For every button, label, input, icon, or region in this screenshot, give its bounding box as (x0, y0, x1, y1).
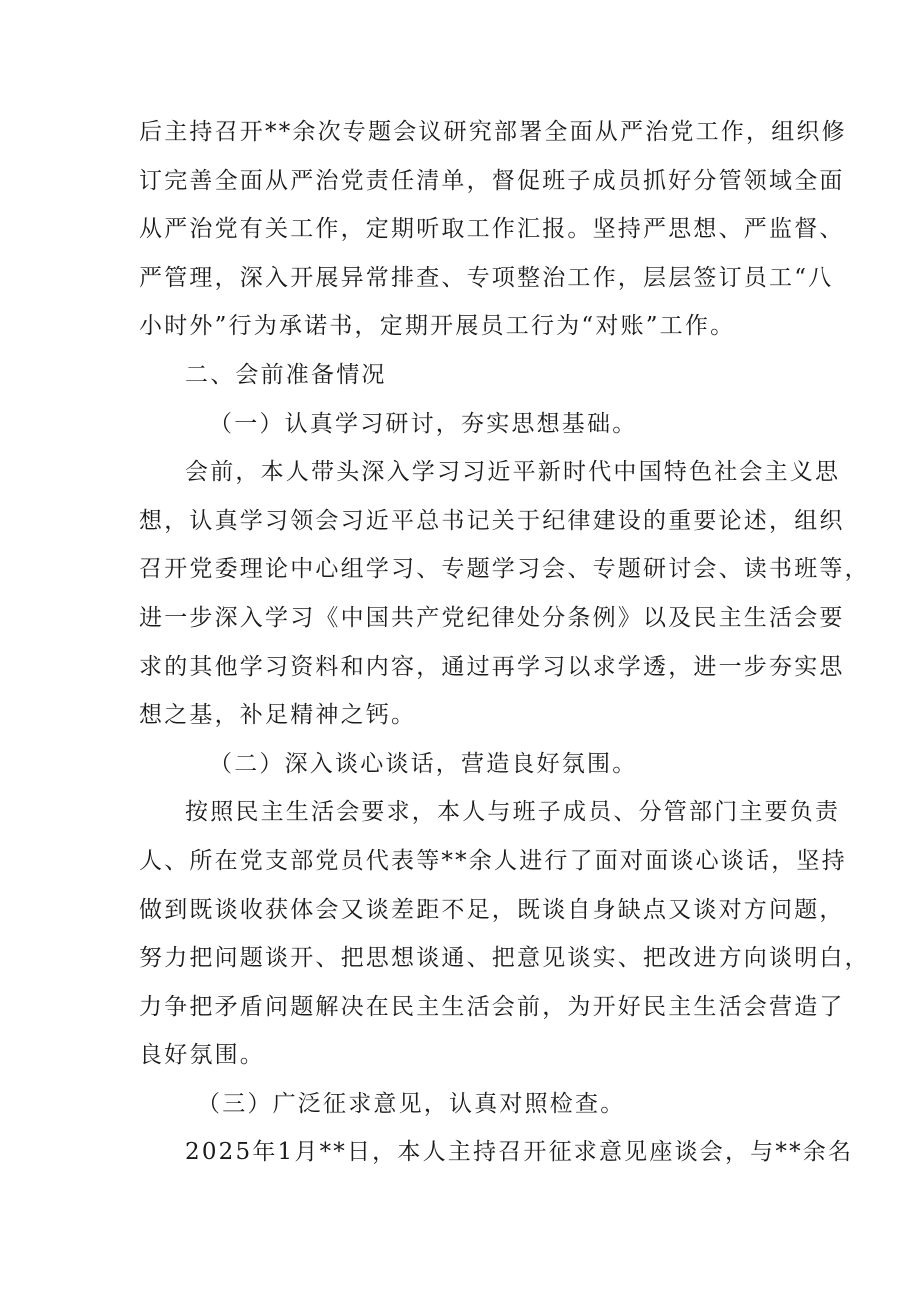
text-line: 良好氛围。 (139, 1042, 265, 1069)
text-line: 会前，本人带头深入学习习近平新时代中国特色社会主义思 (185, 459, 841, 486)
subsection-heading-1 (139, 400, 789, 449)
text-line: 想，认真学习领会习近平总书记关于纪律建设的重要论述，组织 (139, 507, 845, 534)
paragraph-continuation (139, 108, 847, 351)
text-line: 后主持召开**余次专题会议研究部署全面从严治党工作，组织修 (139, 119, 847, 145)
text-line: 努力把问题谈开、把思想谈通、把意见谈实、把改进方向谈明白， (139, 945, 870, 972)
text-line: 力争把矛盾问题解决在民主生活会前，为开好民主生活会营造了 (139, 993, 845, 1020)
paragraph-study (139, 448, 870, 740)
text-line: 小时外”行为承诺书，定期开展员工行为“对账”工作。 (139, 313, 736, 340)
paragraph-talks (139, 788, 870, 1080)
text-line: 想之基，补足精神之钙。 (139, 702, 417, 729)
subsection-heading-text: （一）认真学习研讨，夯实思想基础。 (209, 410, 638, 437)
subsection-heading-text: （三）广泛征求意见，认真对照检查。 (197, 1090, 626, 1117)
section-heading (139, 351, 789, 400)
subsection-heading-2 (139, 740, 789, 789)
text-line: 召开党委理论中心组学习、专题学习会、专题研讨会、读书班等， (139, 556, 870, 583)
text-line: 人、所在党支部党员代表等**余人进行了面对面谈心谈话，坚持 (139, 847, 847, 874)
document-body (139, 108, 870, 1177)
text-line: 求的其他学习资料和内容，通过再学习以求学透，进一步夯实思 (139, 653, 845, 680)
text-line: 从严治党有关工作，定期听取工作汇报。坚持严思想、严监督、 (139, 216, 845, 243)
text-line: 做到既谈收获体会又谈差距不足，既谈自身缺点又谈对方问题， (139, 896, 845, 923)
text-line: 严管理，深入开展异常排查、专项整治工作，层层签订员工“八 (139, 264, 834, 291)
text-line: 2025年1月**日，本人主持召开征求意见座谈会，与**余名 (185, 1139, 854, 1166)
text-line: 订完善全面从严治党责任清单，督促班子成员抓好分管领域全面 (139, 167, 845, 194)
subsection-heading-3 (139, 1080, 789, 1129)
subsection-heading-text: （二）深入谈心谈话，营造良好氛围。 (209, 750, 638, 777)
paragraph-feedback (139, 1128, 854, 1177)
text-line: 进一步深入学习《中国共产党纪律处分条例》以及民主生活会要 (139, 604, 845, 631)
text-line: 按照民主生活会要求，本人与班子成员、分管部门主要负责 (185, 799, 841, 826)
section-heading-text: 二、会前准备情况 (185, 361, 387, 388)
